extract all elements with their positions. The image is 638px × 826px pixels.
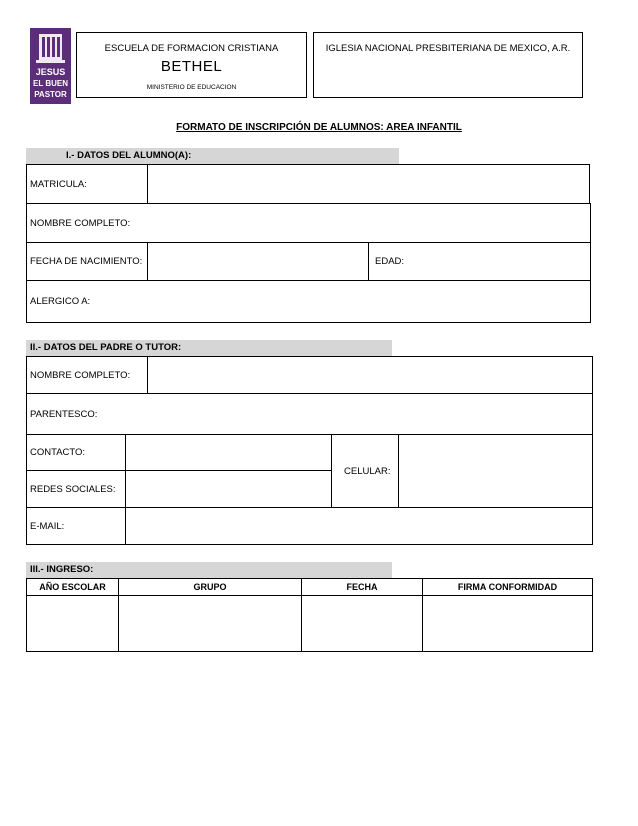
church-header-box [313,32,583,98]
col-fecha: FECHA [301,578,423,596]
grupo-field[interactable] [118,595,302,652]
nombre-tutor-label: NOMBRE COMPLETO: [26,356,148,394]
section-2-title: II.- DATOS DEL PADRE O TUTOR: [26,340,392,356]
school-header-box [76,32,307,98]
form-title: FORMATO DE INSCRIPCIÓN DE ALUMNOS: AREA INFANTIL [176,122,462,133]
alergico-field[interactable] [26,280,591,323]
col-grupo: GRUPO [118,578,302,596]
celular-label: CELULAR: [344,465,391,477]
nombre-alumno-field[interactable] [26,203,591,243]
logo-line-1: JESUS [35,67,66,77]
church-logo [30,28,71,104]
logo-line-3: PASTOR [34,90,67,99]
church-name: IGLESIA NACIONAL PRESBITERIANA DE MEXICO, A.R. [325,43,571,54]
church-logo-icon [30,28,71,104]
celular-label-cell [331,434,399,508]
parentesco-label: PARENTESCO: [30,408,98,420]
col-firma: FIRMA CONFORMIDAD [422,578,593,596]
email-field[interactable] [125,507,593,545]
firma-field[interactable] [422,595,593,652]
redes-label: REDES SOCIALES: [26,470,126,508]
celular-field[interactable] [398,434,593,508]
school-name: ESCUELA DE FORMACION CRISTIANA [104,43,279,54]
contacto-label: CONTACTO: [26,434,126,471]
fecha-nacimiento-field[interactable] [147,242,369,281]
edad-label: EDAD: [375,256,405,267]
contacto-field[interactable] [125,434,332,471]
nombre-tutor-field[interactable] [147,356,593,394]
section-3-title: III.- INGRESO: [26,562,392,578]
redes-field[interactable] [125,470,332,508]
logo-line-2: EL BUEN [33,79,68,88]
nombre-alumno-label: NOMBRE COMPLETO: [30,217,131,229]
parentesco-field[interactable] [26,393,593,435]
edad-field[interactable] [368,242,591,281]
fecha-ingreso-field[interactable] [301,595,423,652]
matricula-field[interactable] [147,164,590,204]
section-1-title: I.- DATOS DEL ALUMNO(A): [26,148,399,164]
col-ano-escolar: AÑO ESCOLAR [26,578,119,596]
fecha-nacimiento-label: FECHA DE NACIMIENTO: [26,242,148,281]
matricula-label: MATRICULA: [26,164,148,204]
school-title: BETHEL [160,58,223,75]
alergico-label: ALERGICO A: [30,296,91,307]
ministry-name: MINISTERIO DE EDUCACION [146,84,237,91]
email-label: E-MAIL: [26,507,126,545]
ano-escolar-field[interactable] [26,595,119,652]
